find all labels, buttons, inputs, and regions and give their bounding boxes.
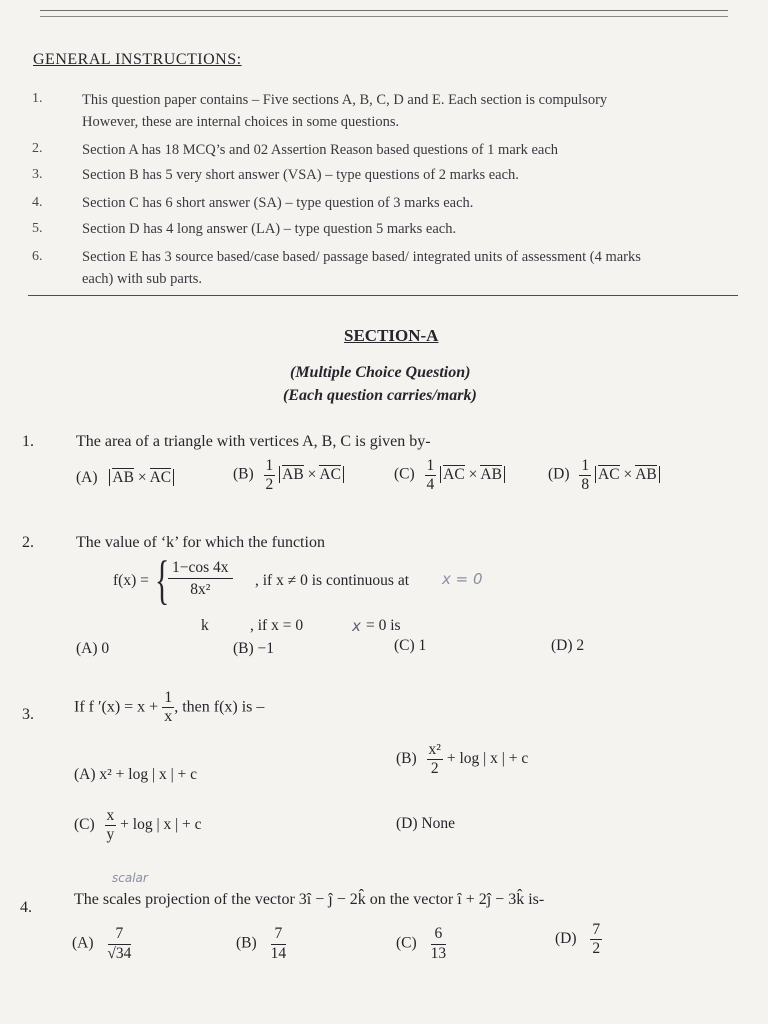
modulus-expression (595, 466, 660, 483)
option-a: (A) 0 (76, 640, 110, 657)
question-text-pre: If f ′(x) = x + (74, 698, 159, 716)
numerator: 1 (265, 457, 274, 474)
instruction-num: 2. (32, 141, 43, 156)
instruction-text: Section B has 5 very short answer (VSA) – type questions of 2 marks each. (82, 167, 519, 183)
question-text: The scales projection of the vector 3î − ĵ − 2k̂ on the vector î + 2ĵ − 3k̂ is- (74, 891, 545, 908)
option-label: (D) (555, 930, 577, 947)
denominator: 8x² (190, 580, 211, 598)
option-a: (A) x² + log | x | + c (74, 766, 198, 783)
denominator: 8 (581, 475, 590, 493)
cross-symbol: × (307, 465, 317, 483)
numerator: 7 (108, 926, 132, 945)
instruction-num: 1. (32, 91, 43, 106)
instruction-text: Section E has 3 source based/case based/ passage based/ integrated units of assessment (4 marks (82, 249, 641, 265)
option-a (72, 926, 131, 961)
condition-tail: = 0 is (366, 617, 401, 634)
fraction (107, 926, 131, 961)
handwritten-note: x = 0 (442, 570, 483, 588)
option-label: (A) (76, 469, 98, 486)
option-label: (A) (72, 934, 94, 952)
condition-text: , if x ≠ 0 is continuous at (255, 572, 410, 589)
modulus-expression (279, 466, 344, 483)
option-label: (B) (396, 750, 417, 767)
option-label: (C) (396, 934, 417, 952)
cross-symbol: × (137, 469, 147, 486)
option-label: (D) (548, 465, 570, 483)
instruction-text: This question paper contains – Five sections A, B, C, D and E. Each section is compulsory (82, 92, 608, 108)
option-label: (B) (236, 934, 257, 952)
option-c (74, 808, 202, 842)
vector-ab: AB (112, 469, 134, 486)
option-c (394, 458, 505, 492)
option-b (396, 742, 528, 776)
numerator: 1 (581, 457, 590, 474)
option-label: (C) (394, 465, 415, 483)
top-rule-2 (40, 16, 728, 17)
fraction (579, 458, 591, 492)
option-b (233, 458, 344, 492)
fraction (590, 922, 602, 956)
denominator: √34 (107, 944, 132, 962)
instruction-text: Section C has 6 short answer (SA) – type question of 3 marks each. (82, 195, 474, 211)
question-text-post: , then f(x) is – (174, 698, 265, 716)
question-text: The value of ‘k’ for which the function (76, 534, 325, 551)
question-text: The area of a triangle with vertices A, B, C is given by- (76, 433, 431, 450)
numerator: x (106, 807, 115, 824)
section-subtitle: (Each question carries/mark) (283, 387, 477, 404)
option-b: (B) −1 (233, 640, 275, 657)
handwritten-note: scalar (112, 871, 148, 885)
option-tail: + log | x | + c (120, 816, 202, 833)
vector-ac: AC (443, 465, 465, 483)
instruction-text: Section D has 4 long answer (LA) – type question 5 marks each. (82, 221, 457, 237)
fraction (105, 808, 117, 842)
option-d: (D) 2 (551, 637, 585, 654)
fraction (168, 560, 233, 597)
piecewise-k: k (201, 617, 209, 634)
numerator: 7 (271, 926, 287, 945)
fraction (271, 926, 287, 961)
numerator: 1−cos 4x (168, 560, 233, 579)
vector-ac: AC (319, 465, 341, 483)
modulus-expression (109, 469, 174, 486)
instruction-text: Section A has 18 MCQ’s and 02 Assertion Reason based questions of 1 mark each (82, 142, 559, 158)
denominator: 13 (430, 944, 447, 962)
left-brace: { (155, 550, 170, 610)
instructions-divider (28, 295, 738, 296)
option-c (396, 926, 446, 961)
option-d (548, 458, 660, 492)
general-instructions-title: GENERAL INSTRUCTIONS: (33, 51, 242, 68)
function-definition-lhs: f(x) = (113, 572, 149, 589)
cross-symbol: × (468, 465, 478, 483)
vector-ab: AB (635, 465, 657, 483)
option-label: (C) (74, 816, 95, 833)
option-c: (C) 1 (394, 637, 427, 654)
option-d: (D) None (396, 815, 455, 832)
fraction (264, 458, 276, 492)
instruction-num: 6. (32, 249, 43, 264)
vector-ac: AC (149, 469, 172, 486)
instruction-text: However, these are internal choices in some questions. (82, 114, 400, 130)
option-a (76, 469, 174, 487)
fraction (425, 458, 437, 492)
fraction (162, 690, 174, 725)
top-rule (40, 10, 728, 11)
denominator: 4 (426, 475, 435, 493)
question-text (74, 690, 264, 725)
instruction-num: 4. (32, 195, 43, 210)
question-number: 3. (22, 706, 34, 723)
numerator: 6 (431, 926, 447, 945)
handwritten-note: x (352, 617, 361, 635)
vector-ab: AB (282, 465, 304, 483)
numerator: 1 (164, 689, 173, 706)
denominator: 2 (265, 475, 274, 493)
denominator: 2 (430, 759, 439, 777)
instruction-num: 3. (32, 167, 43, 182)
option-tail: + log | x | + c (446, 750, 529, 767)
numerator: x² (428, 741, 441, 758)
option-label: (B) (233, 465, 254, 483)
numerator: 7 (592, 921, 601, 938)
question-number: 2. (22, 534, 34, 551)
question-number: 1. (22, 433, 34, 450)
option-d (555, 922, 602, 956)
section-title: SECTION-A (344, 326, 439, 345)
question-number: 4. (20, 899, 32, 916)
option-b (236, 926, 286, 961)
denominator: x (164, 708, 173, 725)
modulus-expression (440, 466, 505, 483)
fraction (427, 742, 443, 776)
vector-ac: AC (598, 465, 620, 483)
condition-text: , if x = 0 (250, 617, 304, 634)
fraction (431, 926, 447, 961)
denominator: 2 (592, 939, 601, 957)
numerator: 1 (426, 457, 435, 474)
denominator: y (106, 825, 115, 843)
section-subtitle: (Multiple Choice Question) (290, 364, 471, 381)
vector-ab: AB (480, 465, 502, 483)
instruction-text: each) with sub parts. (82, 271, 202, 287)
denominator: 14 (270, 944, 287, 962)
instruction-num: 5. (32, 221, 43, 236)
cross-symbol: × (623, 465, 633, 483)
